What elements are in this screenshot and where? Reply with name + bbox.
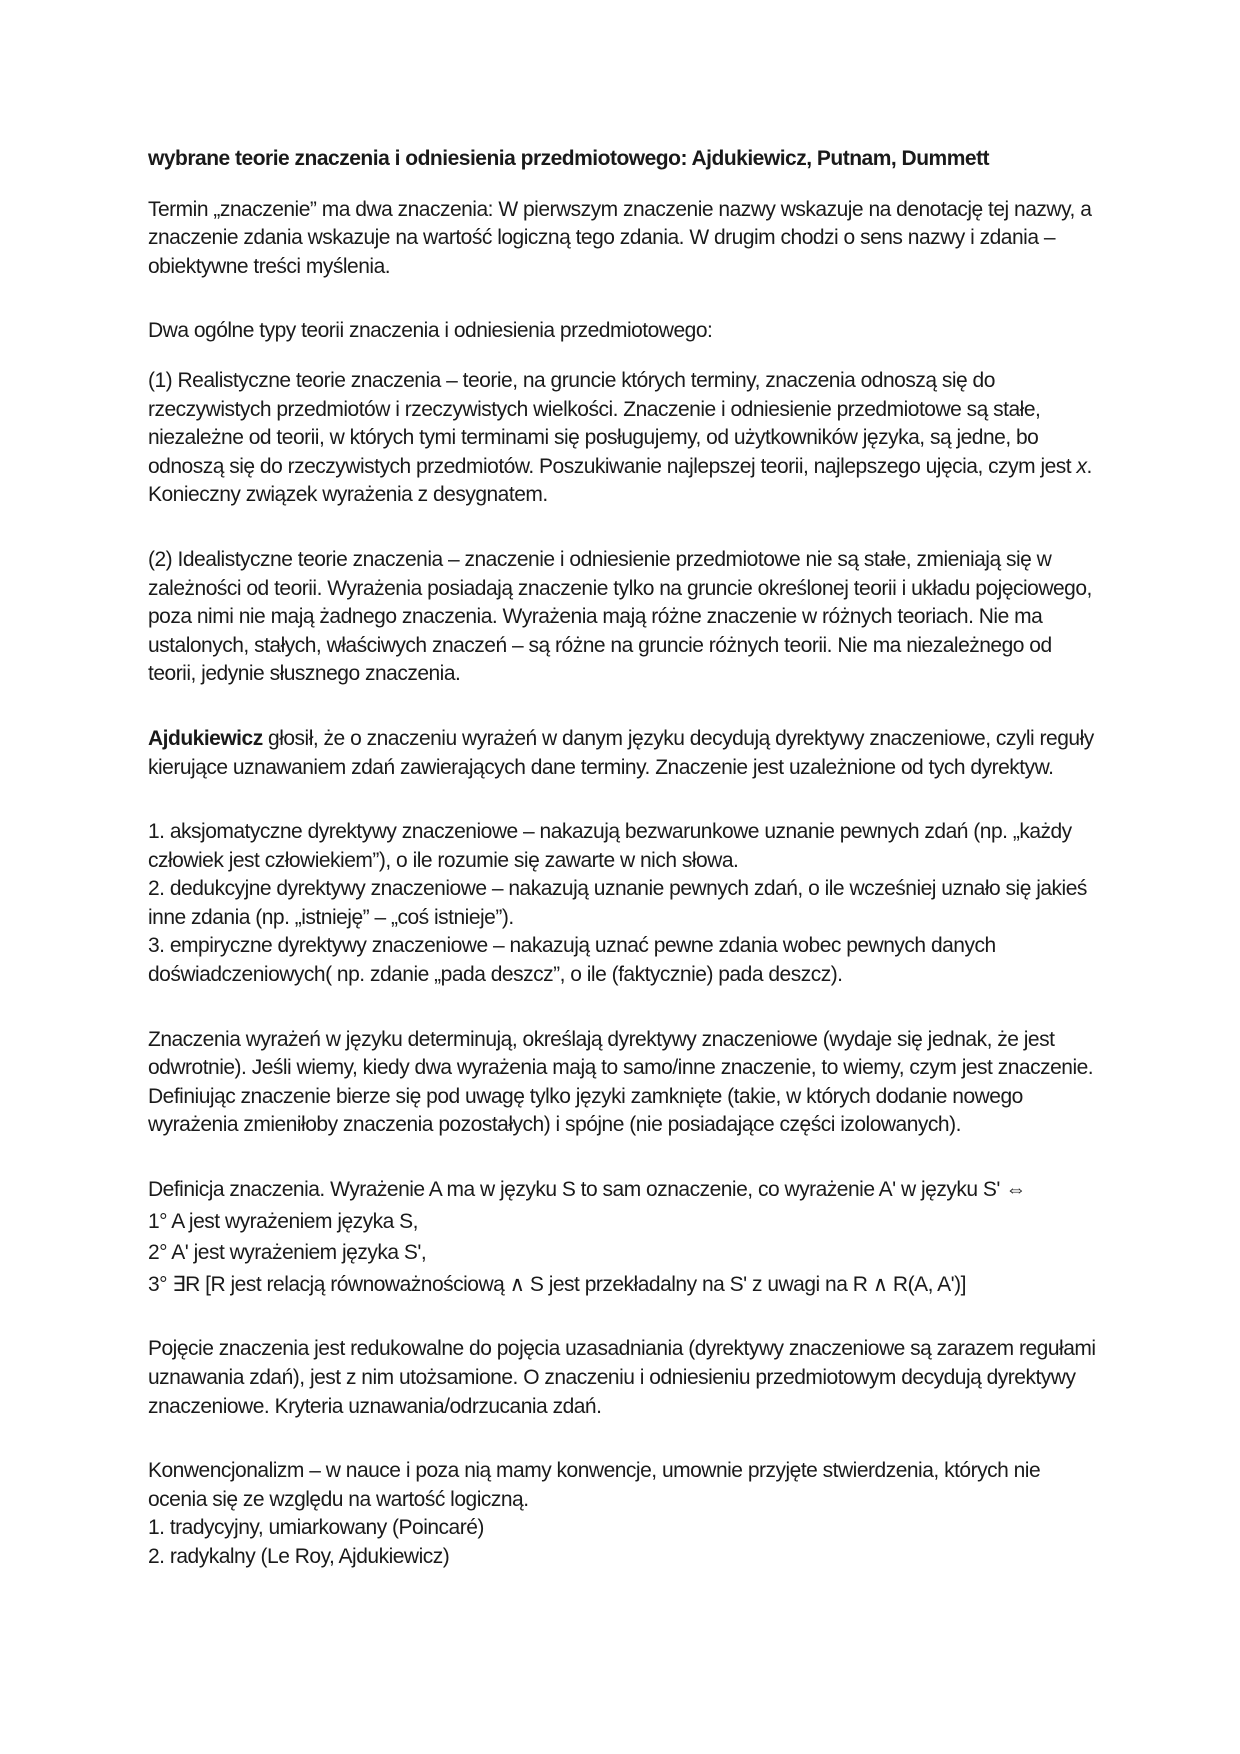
- definition-condition-3: 3° ∃R [R jest relacją równoważnościową ∧ S jest przekładalny na S' z uwagi na R ∧ R(A, A')]: [148, 1272, 966, 1296]
- definition-condition-2: 2° A' jest wyrażeniem języka S',: [148, 1241, 427, 1265]
- ajdukiewicz-paragraph: [148, 725, 1098, 782]
- intro-paragraph: Termin „znaczenie” ma dwa znaczenia: W pierwszym znaczenie nazwy wskazuje na denotację tej nazwy, a znaczenie zdania wskazuje na wartość logiczną tego zdania. W drugim chodzi o sens nazwy i zdania – obiektywne treści myślenia.: [148, 197, 1092, 278]
- conventionalism-text: Konwencjonalizm – w nauce i poza nią mamy konwencje, umownie przyjęte stwierdzenia, których nie ocenia się ze względu na wartość logiczną.: [148, 1459, 1041, 1511]
- directive-deductive: 2. dedukcyjne dyrektywy znaczeniowe – nakazują uznanie pewnych zdań, o ile wcześniej uznało się jakieś inne zdania (np. „istnieję” – „coś istnieje”).: [148, 877, 1087, 929]
- reducibility-paragraph: Pojęcie znaczenia jest redukowalne do pojęcia uzasadniania (dyrektywy znaczeniowe są zarazem regułami uznawania zdań), jest z nim utożsamione. O znaczeniu i odniesieniu przedmiotowym decydują dyrektywy znaczeniowe. Kryteria uznawania/odrzucania zdań.: [148, 1337, 1096, 1418]
- realist-variable-x: x: [1076, 454, 1087, 478]
- realist-text-a: (1) Realistyczne teorie znaczenia – teorie, na gruncie których terminy, znaczenia odnoszą się do rzeczywistych przedmiotów i rzeczywistych wielkości. Znaczenie i odniesienie przedmiotowe są stałe, niezależne od teorii, w których tymi terminami się posługujemy, od użytkowników języka, są jedne, bo odnoszą się do rzeczywistych przedmiotów. Poszukiwanie najlepszej teorii, najlepszego ujęcia, czym jest: [148, 368, 1077, 478]
- types-heading: Dwa ogólne typy teorii znaczenia i odniesienia przedmiotowego:: [148, 319, 713, 343]
- ajdukiewicz-name: Ajdukiewicz: [148, 726, 263, 750]
- ajdukiewicz-text: głosił, że o znaczeniu wyrażeń w danym języku decydują dyrektywy znaczeniowe, czyli reguły kierujące uznawaniem zdań zawierających dane terminy. Znaczenie jest uzależnione od tych dyrektyw.: [148, 726, 1094, 779]
- definition-intro: Definicja znaczenia. Wyrażenie A ma w języku S to sam oznaczenie, co wyrażenie A' w języku S' ⇔: [148, 1178, 1026, 1202]
- realist-theories-paragraph: [148, 367, 1098, 510]
- conventionalism-type-2: 2. radykalny (Le Roy, Ajdukiewicz): [148, 1544, 450, 1568]
- idealist-theories-paragraph: (2) Idealistyczne teorie znaczenia – znaczenie i odniesienie przedmiotowe nie są stałe, zmieniają się w zależności od teorii. Wyrażenia posiadają znaczenie tylko na gruncie określonej teorii i układu pojęciowego, poza nimi nie mają żadnego znaczenia. Wyrażenia mają różne znaczenie w różnych teoriach. Nie ma ustalonych, stałych, właściwych znaczeń – są różne na gruncie różnych teorii. Nie ma niezależnego od teorii, jedynie słusznego znaczenia.: [148, 547, 1092, 686]
- definition-block: [148, 1176, 1098, 1299]
- conventionalism-type-1: 1. tradycyjny, umiarkowany (Poincaré): [148, 1516, 484, 1540]
- conventionalism-block: [148, 1457, 1098, 1571]
- directive-axiomatic: 1. aksjomatyczne dyrektywy znaczeniowe – nakazują bezwarunkowe uznanie pewnych zdań (np. „każdy człowiek jest człowiekiem”), o ile rozumie się zawarte w nich słowa.: [148, 820, 1072, 872]
- directives-list: [148, 818, 1098, 990]
- definition-condition-1: 1° A jest wyrażeniem języka S,: [148, 1209, 419, 1233]
- document-title: wybrane teorie znaczenia i odniesienia przedmiotowego: Ajdukiewicz, Putnam, Dummett: [148, 147, 990, 170]
- determination-paragraph: Znaczenia wyrażeń w języku determinują, określają dyrektywy znaczeniowe (wydaje się jednak, że jest odwrotnie). Jeśli wiemy, kiedy dwa wyrażenia mają to samo/inne znaczenie, to wiemy, czym jest znaczenie. Definiując znaczenie bierze się pod uwagę tylko języki zamknięte (takie, w których dodanie nowego wyrażenia zmieniłoby znaczenia pozostałych) i spójne (nie posiadające części izolowanych).: [148, 1027, 1094, 1137]
- document-page: [148, 145, 1098, 1572]
- realist-text-b: . Konieczny związek wyrażenia z desygnatem.: [148, 454, 1092, 507]
- directive-empirical: 3. empiryczne dyrektywy znaczeniowe – nakazują uznać pewne zdania wobec pewnych danych doświadczeniowych( np. zdanie „pada deszcz”, o ile (faktycznie) pada deszcz).: [148, 934, 996, 987]
